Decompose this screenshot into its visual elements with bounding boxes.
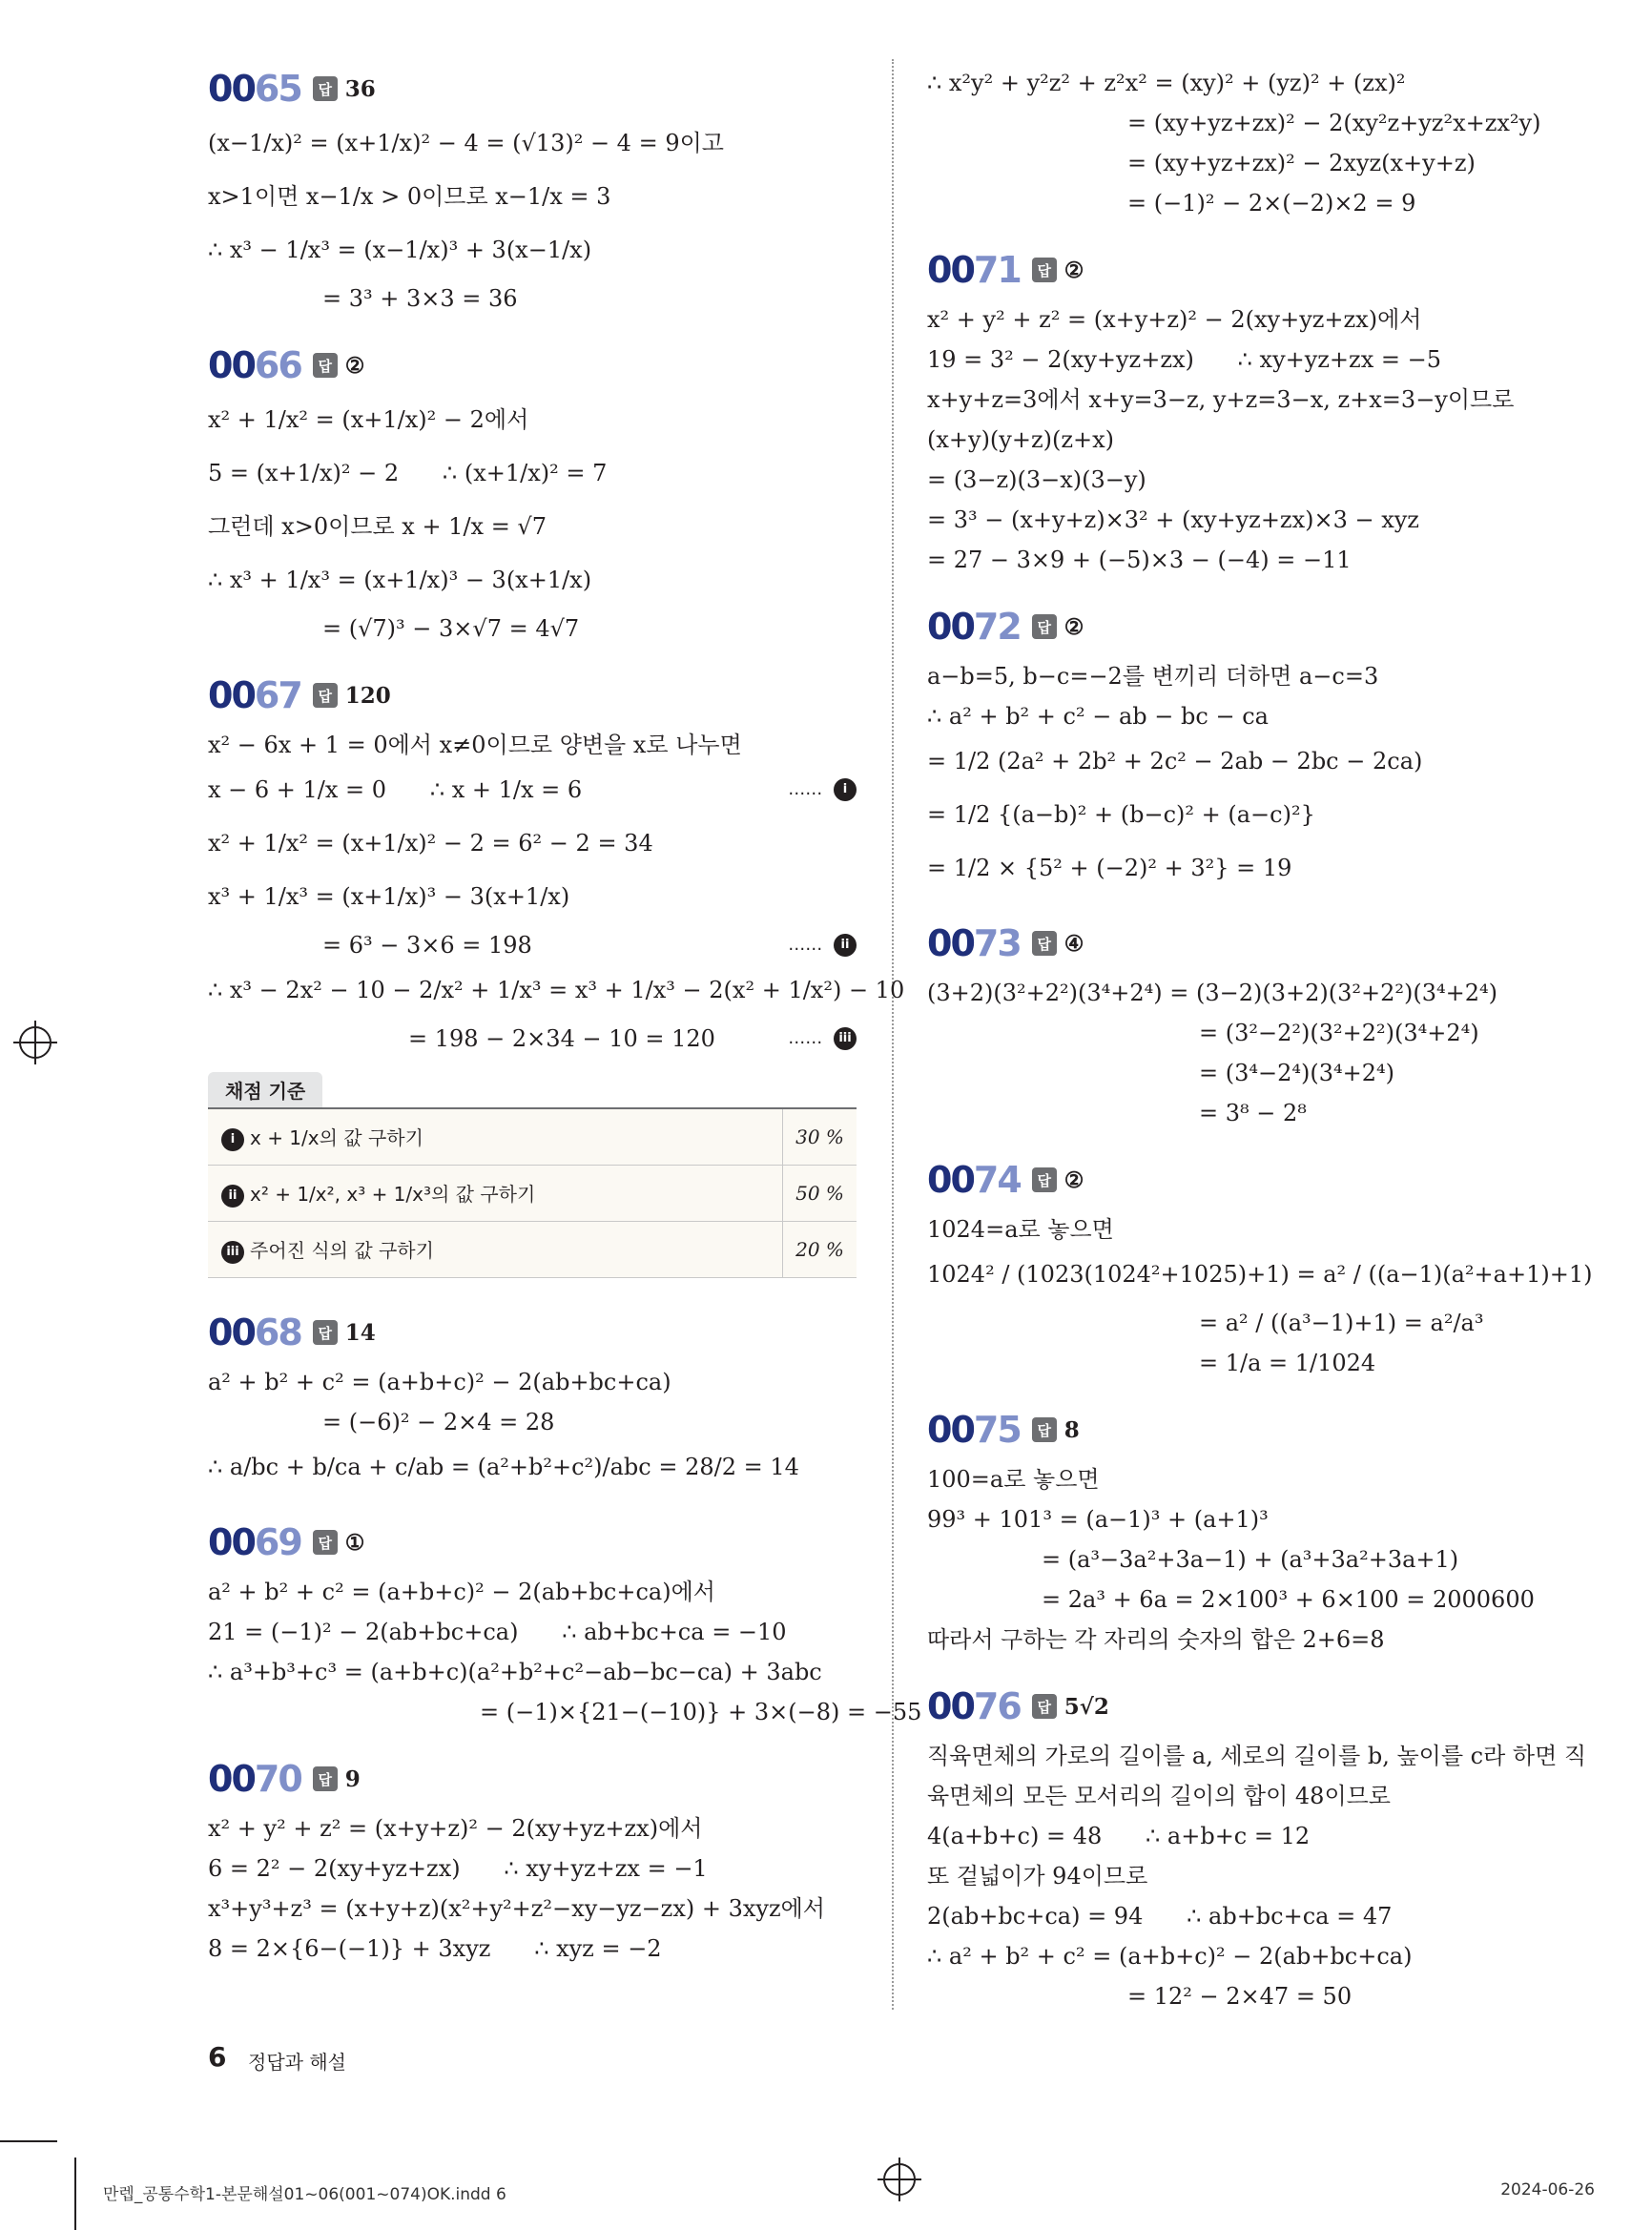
- solution-line: [208, 818, 857, 872]
- problem-header: [927, 1404, 1595, 1456]
- problem-number-prefix: 00: [208, 344, 255, 386]
- step-circle-icon: iii: [221, 1241, 244, 1264]
- step-circle-icon: iii: [834, 1027, 857, 1050]
- solution-text: 19 = 3² − 2(xy+yz+zx) ∴ xy+yz+zx = −5: [927, 346, 1441, 373]
- solution-line: [208, 1019, 857, 1059]
- rubric-criterion-text: 주어진 식의 값 구하기: [250, 1239, 434, 1263]
- solution-text: x² + 1/x² = (x+1/x)² − 2 = 6² − 2 = 34: [208, 830, 653, 857]
- solution-text: = 1/2 (2a² + 2b² + 2c² − 2ab − 2bc − 2ca): [927, 748, 1423, 774]
- rubric-criterion-text: x + 1/x의 값 구하기: [250, 1126, 423, 1150]
- problem-number: [208, 1758, 301, 1800]
- solution-text: x² + y² + z² = (x+y+z)² − 2(xy+yz+zx)에서: [208, 1815, 703, 1842]
- rubric-percent: 30 %: [783, 1108, 857, 1166]
- answer-badge: 답: [1032, 258, 1057, 282]
- problem-number-prefix: 00: [208, 1521, 255, 1563]
- rubric-criterion: [208, 1166, 783, 1222]
- solution-line: [927, 299, 1595, 340]
- solution-block: [927, 1154, 1595, 1383]
- solution-block: [208, 1307, 857, 1496]
- scoring-rubric: [208, 1072, 857, 1278]
- registration-mark-icon: [883, 2163, 916, 2196]
- solution-line: [927, 1013, 1595, 1053]
- solution-text: x+y+z=3에서 x+y=3−z, y+z=3−x, z+x=3−y이므로: [927, 386, 1515, 413]
- solution-line: [208, 1612, 857, 1652]
- problem-header: [208, 340, 857, 391]
- solution-text: = (3²−2²)(3²+2²)(3⁴+2⁴): [1199, 1020, 1479, 1046]
- problem-number-suffix: 70: [254, 1758, 301, 1800]
- answer-value: 120: [344, 682, 391, 709]
- solution-line: [927, 843, 1595, 897]
- solution-text: 따라서 구하는 각 자리의 숫자의 합은 2+6=8: [927, 1626, 1385, 1653]
- scoring-step-marker: …… iii: [788, 1019, 857, 1059]
- step-circle-icon: ii: [834, 934, 857, 957]
- solution-line: [927, 63, 1595, 103]
- solution-text: ∴ x³ − 1/x³ = (x−1/x)³ + 3(x−1/x): [208, 237, 592, 263]
- solution-line: [208, 1442, 857, 1496]
- solution-line: [208, 172, 857, 225]
- solution-line: [927, 183, 1595, 223]
- solution-line: [208, 395, 857, 448]
- rubric-row: [208, 1222, 857, 1278]
- solution-line: [927, 973, 1595, 1013]
- solution-text: = 1/a = 1/1024: [1199, 1350, 1376, 1376]
- solution-text: 100=a로 놓으면: [927, 1466, 1100, 1493]
- rubric-criterion: [208, 1108, 783, 1166]
- solution-line: [208, 925, 857, 965]
- solution-line: [927, 736, 1595, 790]
- problem-number-prefix: 00: [927, 249, 974, 291]
- answer-value: 36: [344, 75, 376, 102]
- solution-text: 직육면체의 가로의 길이를 a, 세로의 길이를 b, 높이를 c라 하면 직: [927, 1743, 1587, 1769]
- problem-number-prefix: 00: [208, 1758, 255, 1800]
- answer-badge: 답: [313, 1320, 338, 1345]
- answer-badge: 답: [313, 683, 338, 708]
- solution-text: = 3⁸ − 2⁸: [1199, 1100, 1307, 1126]
- problem-number-prefix: 00: [208, 674, 255, 716]
- solution-text: 6 = 2² − 2(xy+yz+zx) ∴ xy+yz+zx = −1: [208, 1855, 708, 1882]
- solution-line: [208, 1692, 922, 1732]
- solution-text: = (−6)² − 2×4 = 28: [322, 1409, 555, 1435]
- answer-value: ②: [1063, 613, 1084, 640]
- rubric-row: [208, 1166, 857, 1222]
- solution-line: [927, 1936, 1595, 1976]
- solution-line: [927, 696, 1595, 736]
- solution-text: ∴ a² + b² + c² − ab − bc − ca: [927, 703, 1269, 730]
- solution-line: [208, 609, 857, 649]
- solution-text: = 198 − 2×34 − 10 = 120: [408, 1025, 715, 1052]
- solution-text: = 1/2 {(a−b)² + (b−c)² + (a−c)²}: [927, 801, 1315, 828]
- answer-value: ①: [344, 1529, 365, 1556]
- answer-badge: 답: [1032, 614, 1057, 639]
- solution-line: [208, 225, 857, 279]
- solution-text: = 2a³ + 6a = 2×100³ + 6×100 = 2000600: [1042, 1586, 1535, 1613]
- registration-mark-icon: [19, 1026, 52, 1059]
- problem-number: [927, 1685, 1021, 1727]
- solution-line: [208, 502, 857, 555]
- solution-line: [927, 1856, 1595, 1896]
- solution-line: [208, 1808, 857, 1848]
- print-slug-filename: 만렙_공통수학1-본문해설01~06(001~074)OK.indd 6: [103, 2185, 506, 2204]
- problem-number-suffix: 74: [973, 1159, 1021, 1201]
- solution-text: 육면체의 모든 모서리의 길이의 합이 48이므로: [927, 1783, 1391, 1809]
- problem-header: [927, 244, 1595, 296]
- crop-mark: [74, 2158, 76, 2230]
- solution-text: ∴ x³ − 2x² − 10 − 2/x² + 1/x³ = x³ + 1/x³ − 2(x² + 1/x²) − 10: [208, 977, 905, 1003]
- solution-line: [927, 1896, 1595, 1936]
- solution-text: = (3⁴−2⁴)(3⁴+2⁴): [1199, 1060, 1394, 1086]
- problem-number-suffix: 76: [973, 1685, 1021, 1727]
- solution-line: [927, 1343, 1595, 1383]
- solution-line: [208, 1848, 857, 1889]
- answer-value: 5√2: [1063, 1693, 1109, 1720]
- solution-text: ∴ x²y² + y²z² + z²x² = (xy)² + (yz)² + (zx)²: [927, 70, 1406, 96]
- scoring-step-marker: …… ii: [788, 925, 857, 965]
- problem-header: [208, 1517, 857, 1568]
- problem-header: [208, 1753, 857, 1805]
- problem-number-suffix: 75: [973, 1409, 1021, 1451]
- solution-text: ∴ a³+b³+c³ = (a+b+c)(a²+b²+c²−ab−bc−ca) + 3abc: [208, 1659, 822, 1685]
- problem-number-prefix: 00: [208, 68, 255, 110]
- problem-number: [927, 922, 1021, 964]
- solution-text: 8 = 2×{6−(−1)} + 3xyz ∴ xyz = −2: [208, 1935, 662, 1962]
- scoring-step-marker: …… i: [788, 765, 857, 815]
- solution-text: (3+2)(3²+2²)(3⁴+2⁴) = (3−2)(3+2)(3²+2²)(3⁴+2⁴): [927, 980, 1497, 1006]
- problem-number: [208, 1521, 301, 1563]
- solution-block: [208, 670, 905, 1278]
- problem-number: [208, 344, 301, 386]
- problem-header: [927, 1681, 1595, 1732]
- solution-line: [208, 1652, 857, 1692]
- solution-line: [208, 872, 857, 925]
- answer-value: 8: [1063, 1416, 1080, 1443]
- problem-header: [208, 1307, 857, 1358]
- solution-text: = 6³ − 3×6 = 198: [322, 932, 532, 959]
- problem-header: [927, 918, 1595, 969]
- problem-number-suffix: 69: [254, 1521, 301, 1563]
- problem-number: [927, 249, 1021, 291]
- solution-line: [927, 500, 1595, 540]
- solution-text: x>1이면 x−1/x > 0이므로 x−1/x = 3: [208, 183, 611, 210]
- problem-header: [208, 63, 857, 114]
- problem-number-prefix: 00: [927, 922, 974, 964]
- solution-text: = a² / ((a³−1)+1) = a²/a³: [1199, 1310, 1484, 1336]
- solution-text: = 12² − 2×47 = 50: [1127, 1983, 1353, 2010]
- solution-line: [927, 1209, 1595, 1249]
- solution-text: 4(a+b+c) = 48 ∴ a+b+c = 12: [927, 1823, 1311, 1849]
- solution-text: = (√7)³ − 3×√7 = 4√7: [322, 615, 580, 642]
- solution-line: [927, 1499, 1595, 1539]
- solution-block: [208, 1753, 857, 1969]
- left-column: [208, 63, 922, 1990]
- solution-line: [208, 279, 857, 319]
- solution-text: = (xy+yz+zx)² − 2(xy²z+yz²x+zx²y): [1127, 110, 1541, 136]
- problem-header: [927, 601, 1595, 652]
- solution-line: [208, 1362, 857, 1402]
- answer-badge: 답: [313, 76, 338, 101]
- solution-text: 1024=a로 놓으면: [927, 1216, 1114, 1243]
- rubric-title: 채점 기준: [208, 1072, 322, 1107]
- solution-text: = (3−z)(3−x)(3−y): [927, 466, 1146, 493]
- answer-badge: 답: [313, 1766, 338, 1791]
- solution-text: = (−1)×{21−(−10)} + 3×(−8) = −55: [480, 1699, 922, 1725]
- problem-number-prefix: 00: [927, 1409, 974, 1451]
- page-number: 6: [208, 2041, 227, 2073]
- rubric-percent: 20 %: [783, 1222, 857, 1278]
- solution-block: [927, 244, 1595, 580]
- rubric-percent: 50 %: [783, 1166, 857, 1222]
- solution-line: [208, 1572, 857, 1612]
- solution-block: [208, 63, 857, 319]
- problem-number: [927, 606, 1021, 648]
- solution-text: = 27 − 3×9 + (−5)×3 − (−4) = −11: [927, 547, 1352, 573]
- problem-number-suffix: 67: [254, 674, 301, 716]
- solution-block: [927, 1404, 1595, 1660]
- solution-block: [208, 1517, 922, 1732]
- answer-value: 14: [344, 1319, 376, 1346]
- problem-number: [208, 68, 301, 110]
- solution-line: [927, 380, 1595, 420]
- solution-text: a² + b² + c² = (a+b+c)² − 2(ab+bc+ca): [208, 1369, 671, 1395]
- rubric-table: [208, 1107, 857, 1278]
- answer-value: 9: [344, 1765, 361, 1792]
- crop-mark: [0, 2140, 57, 2142]
- problem-number-suffix: 73: [973, 922, 1021, 964]
- answer-badge: 답: [1032, 931, 1057, 956]
- answer-badge: 답: [313, 1530, 338, 1555]
- problem-number-prefix: 00: [927, 1685, 974, 1727]
- rubric-criterion: [208, 1222, 783, 1278]
- solution-line: [927, 1249, 1595, 1303]
- solution-text: a² + b² + c² = (a+b+c)² − 2(ab+bc+ca)에서: [208, 1579, 715, 1605]
- solution-line: [927, 420, 1595, 460]
- solution-line: [927, 1580, 1595, 1620]
- problem-number-suffix: 66: [254, 344, 301, 386]
- solution-line: [208, 725, 857, 765]
- problem-number: [927, 1409, 1021, 1451]
- solution-text: x³+y³+z³ = (x+y+z)(x²+y²+z²−xy−yz−zx) + 3xyz에서: [208, 1895, 825, 1922]
- solution-block: [927, 1681, 1595, 2016]
- solution-line: [927, 1816, 1595, 1856]
- solution-line: [927, 103, 1595, 143]
- solution-block: [208, 340, 857, 649]
- solution-text: = 1/2 × {5² + (−2)² + 3²} = 19: [927, 855, 1292, 881]
- problem-header: [927, 1154, 1595, 1206]
- answer-badge: 답: [1032, 1167, 1057, 1192]
- answer-badge: 답: [1032, 1417, 1057, 1442]
- solution-continuation: [927, 63, 1595, 223]
- solution-text: = (−1)² − 2×(−2)×2 = 9: [1127, 190, 1416, 217]
- answer-value: ②: [1063, 257, 1084, 283]
- solution-text: x² − 6x + 1 = 0에서 x≠0이므로 양변을 x로 나누면: [208, 732, 742, 758]
- solution-line: [927, 1620, 1595, 1660]
- solution-line: [927, 1093, 1595, 1133]
- answer-value: ②: [1063, 1167, 1084, 1193]
- answer-badge: 답: [313, 353, 338, 378]
- step-circle-icon: i: [834, 778, 857, 801]
- solution-text: = 3³ + 3×3 = 36: [322, 285, 518, 312]
- problem-number-prefix: 00: [927, 606, 974, 648]
- solution-line: [927, 340, 1595, 380]
- solution-text: x − 6 + 1/x = 0 ∴ x + 1/x = 6: [208, 776, 583, 803]
- solution-line: [927, 1459, 1595, 1499]
- problem-number-suffix: 72: [973, 606, 1021, 648]
- problem-number-suffix: 68: [254, 1311, 301, 1353]
- solution-line: [927, 656, 1595, 696]
- answer-value: ④: [1063, 930, 1084, 957]
- solution-text: = (xy+yz+zx)² − 2xyz(x+y+z): [1127, 150, 1476, 176]
- solution-text: x³ + 1/x³ = (x+1/x)³ − 3(x+1/x): [208, 883, 570, 910]
- solution-line: [927, 460, 1595, 500]
- problem-header: [208, 670, 857, 721]
- solution-line: [208, 448, 857, 502]
- problem-number: [927, 1159, 1021, 1201]
- solution-line: [208, 765, 857, 818]
- solution-line: [927, 790, 1595, 843]
- step-circle-icon: i: [221, 1128, 244, 1151]
- solution-text: 99³ + 101³ = (a−1)³ + (a+1)³: [927, 1506, 1269, 1533]
- section-title: 정답과 해설: [248, 2051, 346, 2074]
- problem-number: [208, 1311, 301, 1353]
- problem-number-prefix: 00: [927, 1159, 974, 1201]
- solution-line: [927, 143, 1595, 183]
- problem-number-suffix: 71: [973, 249, 1021, 291]
- solution-text: x² + y² + z² = (x+y+z)² − 2(xy+yz+zx)에서: [927, 306, 1422, 333]
- answer-value: ②: [344, 352, 365, 379]
- right-column: [927, 63, 1595, 2037]
- solution-line: [927, 1976, 1595, 2016]
- solution-block: [927, 601, 1595, 897]
- solution-text: ∴ a/bc + b/ca + c/ab = (a²+b²+c²)/abc = 28/2 = 14: [208, 1454, 799, 1480]
- solution-text: 2(ab+bc+ca) = 94 ∴ ab+bc+ca = 47: [927, 1903, 1393, 1930]
- solution-text: = 3³ − (x+y+z)×3² + (xy+yz+zx)×3 − xyz: [927, 506, 1419, 533]
- print-slug-date: 2024-06-26: [1500, 2180, 1595, 2199]
- solution-text: x² + 1/x² = (x+1/x)² − 2에서: [208, 406, 529, 433]
- solution-line: [927, 1053, 1595, 1093]
- rubric-criterion-text: x² + 1/x², x³ + 1/x³의 값 구하기: [250, 1183, 536, 1207]
- step-circle-icon: ii: [221, 1185, 244, 1208]
- solution-text: ∴ x³ + 1/x³ = (x+1/x)³ − 3(x+1/x): [208, 567, 592, 593]
- solution-text: (x−1/x)² = (x+1/x)² − 4 = (√13)² − 4 = 9이고: [208, 130, 724, 156]
- solution-line: [927, 1303, 1595, 1343]
- solution-text: = (a³−3a²+3a−1) + (a³+3a²+3a+1): [1042, 1546, 1459, 1573]
- solution-text: 5 = (x+1/x)² − 2 ∴ (x+1/x)² = 7: [208, 460, 608, 486]
- rubric-row: [208, 1108, 857, 1166]
- solution-line: [927, 1539, 1595, 1580]
- solution-line: [208, 118, 857, 172]
- solution-line: [208, 1402, 857, 1442]
- solution-text: ∴ a² + b² + c² = (a+b+c)² − 2(ab+bc+ca): [927, 1943, 1413, 1970]
- problem-number-suffix: 65: [254, 68, 301, 110]
- solution-text: 1024² / (1023(1024²+1025)+1) = a² / ((a−1)(a²+a+1)+1): [927, 1261, 1593, 1288]
- solution-text: a−b=5, b−c=−2를 변끼리 더하면 a−c=3: [927, 663, 1379, 690]
- solution-line: [208, 1929, 857, 1969]
- solution-line: [208, 965, 905, 1019]
- problem-number-prefix: 00: [208, 1311, 255, 1353]
- solution-block: [927, 918, 1595, 1133]
- solution-text: 21 = (−1)² − 2(ab+bc+ca) ∴ ab+bc+ca = −10: [208, 1619, 787, 1645]
- solution-text: 또 겉넓이가 94이므로: [927, 1863, 1148, 1889]
- solution-text: (x+y)(y+z)(z+x): [927, 426, 1114, 453]
- problem-number: [208, 674, 301, 716]
- solution-line: [927, 1776, 1595, 1816]
- answer-badge: 답: [1032, 1694, 1057, 1719]
- solution-line: [208, 1889, 857, 1929]
- solution-line: [927, 1736, 1595, 1776]
- solution-line: [927, 540, 1595, 580]
- solution-text: 그런데 x>0이므로 x + 1/x = √7: [208, 513, 547, 540]
- solution-line: [208, 555, 857, 609]
